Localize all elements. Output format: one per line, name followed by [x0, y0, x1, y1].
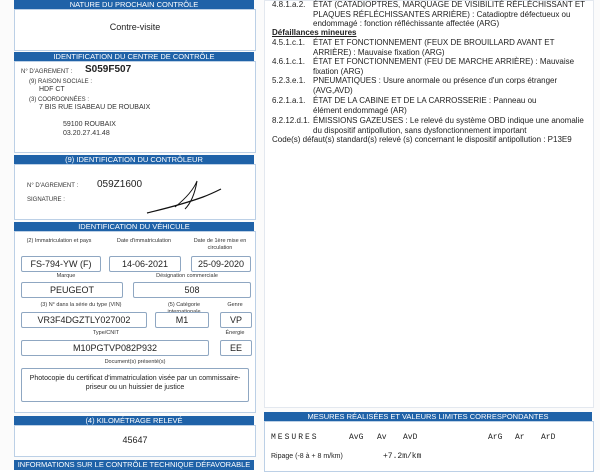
date-immat-label: Date d'immatriculation — [116, 238, 172, 244]
col-ard: ArD — [541, 433, 556, 442]
ripage-label: Ripage (-8 à + 8 m/km) — [271, 453, 343, 460]
controleur-agrement-value: 059Z1600 — [97, 179, 143, 190]
line-code-5: 6.2.1.a.1. — [272, 96, 306, 105]
date-circ-field: 25-09-2020 — [191, 256, 251, 272]
energie-field: EE — [220, 340, 252, 356]
date-circ-label: Date de 1ère mise en circulation — [193, 238, 247, 251]
docs-label: Document(s) présenté(s) — [104, 359, 166, 365]
mesures-box — [264, 421, 594, 472]
immat-label: (2) Immatriculation et pays — [26, 238, 92, 244]
col-avg: AvG — [349, 433, 364, 442]
section-header-mesures: MESURES RÉALISÉES ET VALEURS LIMITES CORRESPONDANTES — [264, 412, 592, 421]
centre-city: 59100 ROUBAIX — [63, 121, 116, 128]
centre-agrement-value: S059F507 — [85, 64, 132, 75]
line-code-2: 4.5.1.c.1. — [272, 38, 305, 47]
vehicule-box — [14, 231, 256, 413]
designation-field: 508 — [133, 282, 251, 298]
col-arg: ArG — [488, 433, 503, 442]
vin-field: VR3F4DGZTLY027002 — [21, 312, 147, 328]
line-text-4: PNEUMATIQUES : Usure anormale ou présence d'un corps étranger (AVG,AVD) — [313, 76, 558, 95]
genre-field: VP — [220, 312, 252, 328]
col-av: Av — [377, 433, 387, 442]
section-header-kilometrage: (4) KILOMÉTRAGE RELEVÉ — [14, 416, 254, 425]
centre-coord-label: (3) COORDONNÉES : — [29, 97, 90, 103]
line-code-3: 4.6.1.c.1. — [272, 57, 305, 66]
section-header-info: INFORMATIONS SUR LE CONTRÔLE TECHNIQUE DÉFAVORABLE — [14, 460, 254, 470]
line-text-1: ÉTAT (CATADIOPTRES, MARQUAGE DE VISIBILITÉ RÉFLÉCHISSANT ET PLAQUES RÉFLÉCHISSANTES ARRIÈRE) : Catadioptre défectueux ou endommagé : fonction réfléchissante affectée (ARG) — [313, 0, 585, 28]
signature-image — [145, 179, 225, 217]
date-immat-field: 14-06-2021 — [109, 256, 181, 272]
centre-raison-label: (9) RAISON SOCIALE : — [29, 79, 93, 85]
marque-label: Marque — [56, 273, 76, 279]
centre-agrement-label: N° D'AGREMENT : — [21, 69, 73, 75]
col-avd: AvD — [403, 433, 418, 442]
kilometrage-box — [14, 425, 256, 457]
designation-label: Désignation commerciale — [156, 273, 218, 279]
cat-label: (5) Catégorie — [167, 302, 201, 308]
type-label: Type/CNIT — [92, 330, 120, 336]
centre-address: 7 BIS RUE ISABEAU DE ROUBAIX — [39, 104, 151, 111]
line-code-4: 5.2.3.e.1. — [272, 76, 306, 85]
line-text-3: ÉTAT ET FONCTIONNEMENT (FEU DE MARCHE ARRIÈRE) : Mauvaise fixation (ARG) — [313, 57, 575, 76]
section-header-centre: IDENTIFICATION DU CENTRE DE CONTRÔLE — [14, 52, 254, 61]
line-code-1: 4.8.1.a.2. — [272, 0, 306, 9]
prochain-controle-box — [14, 9, 256, 51]
line-text-2: ÉTAT ET FONCTIONNEMENT (FEUX DE BROUILLARD AVANT ET ARRIÈRE) : Mauvaise fixation (ARG) — [313, 38, 555, 57]
section-header-vehicule: IDENTIFICATION DU VÉHICULE — [14, 222, 254, 231]
line-code-6: 8.2.12.d.1. — [272, 116, 310, 125]
controleur-agrement-label: N° D'AGREMENT : — [27, 183, 79, 189]
section-title-mineures: Défaillances mineures — [272, 28, 357, 37]
centre-box — [14, 61, 256, 153]
type-field: M10PGTVP082P932 — [21, 340, 209, 356]
section-header-prochain: NATURE DU PROCHAIN CONTRÔLE — [14, 0, 254, 9]
marque-field: PEUGEOT — [21, 282, 123, 298]
obd-line: Code(s) défaut(s) standard(s) relevé (s) concernant le dispositif antipollution : P13E9 — [272, 135, 572, 144]
kilometrage-value: 45647 — [122, 435, 148, 445]
mesures-label: MESURES — [271, 433, 319, 442]
col-ar: Ar — [515, 433, 525, 442]
line-text-6: ÉMISSIONS GAZEUSES : Le relevé du système OBD indique une anomalie du dispositif antipollution, sans dysfonctionnement important — [313, 116, 584, 135]
prochain-controle-value: Contre-visite — [109, 22, 161, 32]
immat-field: FS-794-YW (F) — [21, 256, 101, 272]
line-text-5: ÉTAT DE LA CABINE ET DE LA CARROSSERIE : Panneau ou élément endommagé (AR) — [313, 96, 537, 115]
controleur-signature-label: SIGNATURE : — [27, 197, 65, 203]
centre-phone: 03.20.27.41.48 — [63, 130, 110, 137]
controleur-box — [14, 164, 256, 220]
cat-field: M1 — [155, 312, 209, 328]
vin-label: (3) N° dans la série du type (VIN) — [40, 302, 122, 308]
genre-label: Genre — [227, 302, 243, 308]
section-header-controleur: (9) IDENTIFICATION DU CONTRÔLEUR — [14, 155, 254, 164]
docs-field: Photocopie du certificat d'immatriculation visée par un commissaire-priseur ou un huissier de justice — [21, 368, 249, 402]
centre-raison-value: HDF CT — [39, 86, 65, 93]
ripage-value: +7.2m/km — [383, 452, 422, 461]
energie-label: Énergie — [225, 330, 245, 336]
